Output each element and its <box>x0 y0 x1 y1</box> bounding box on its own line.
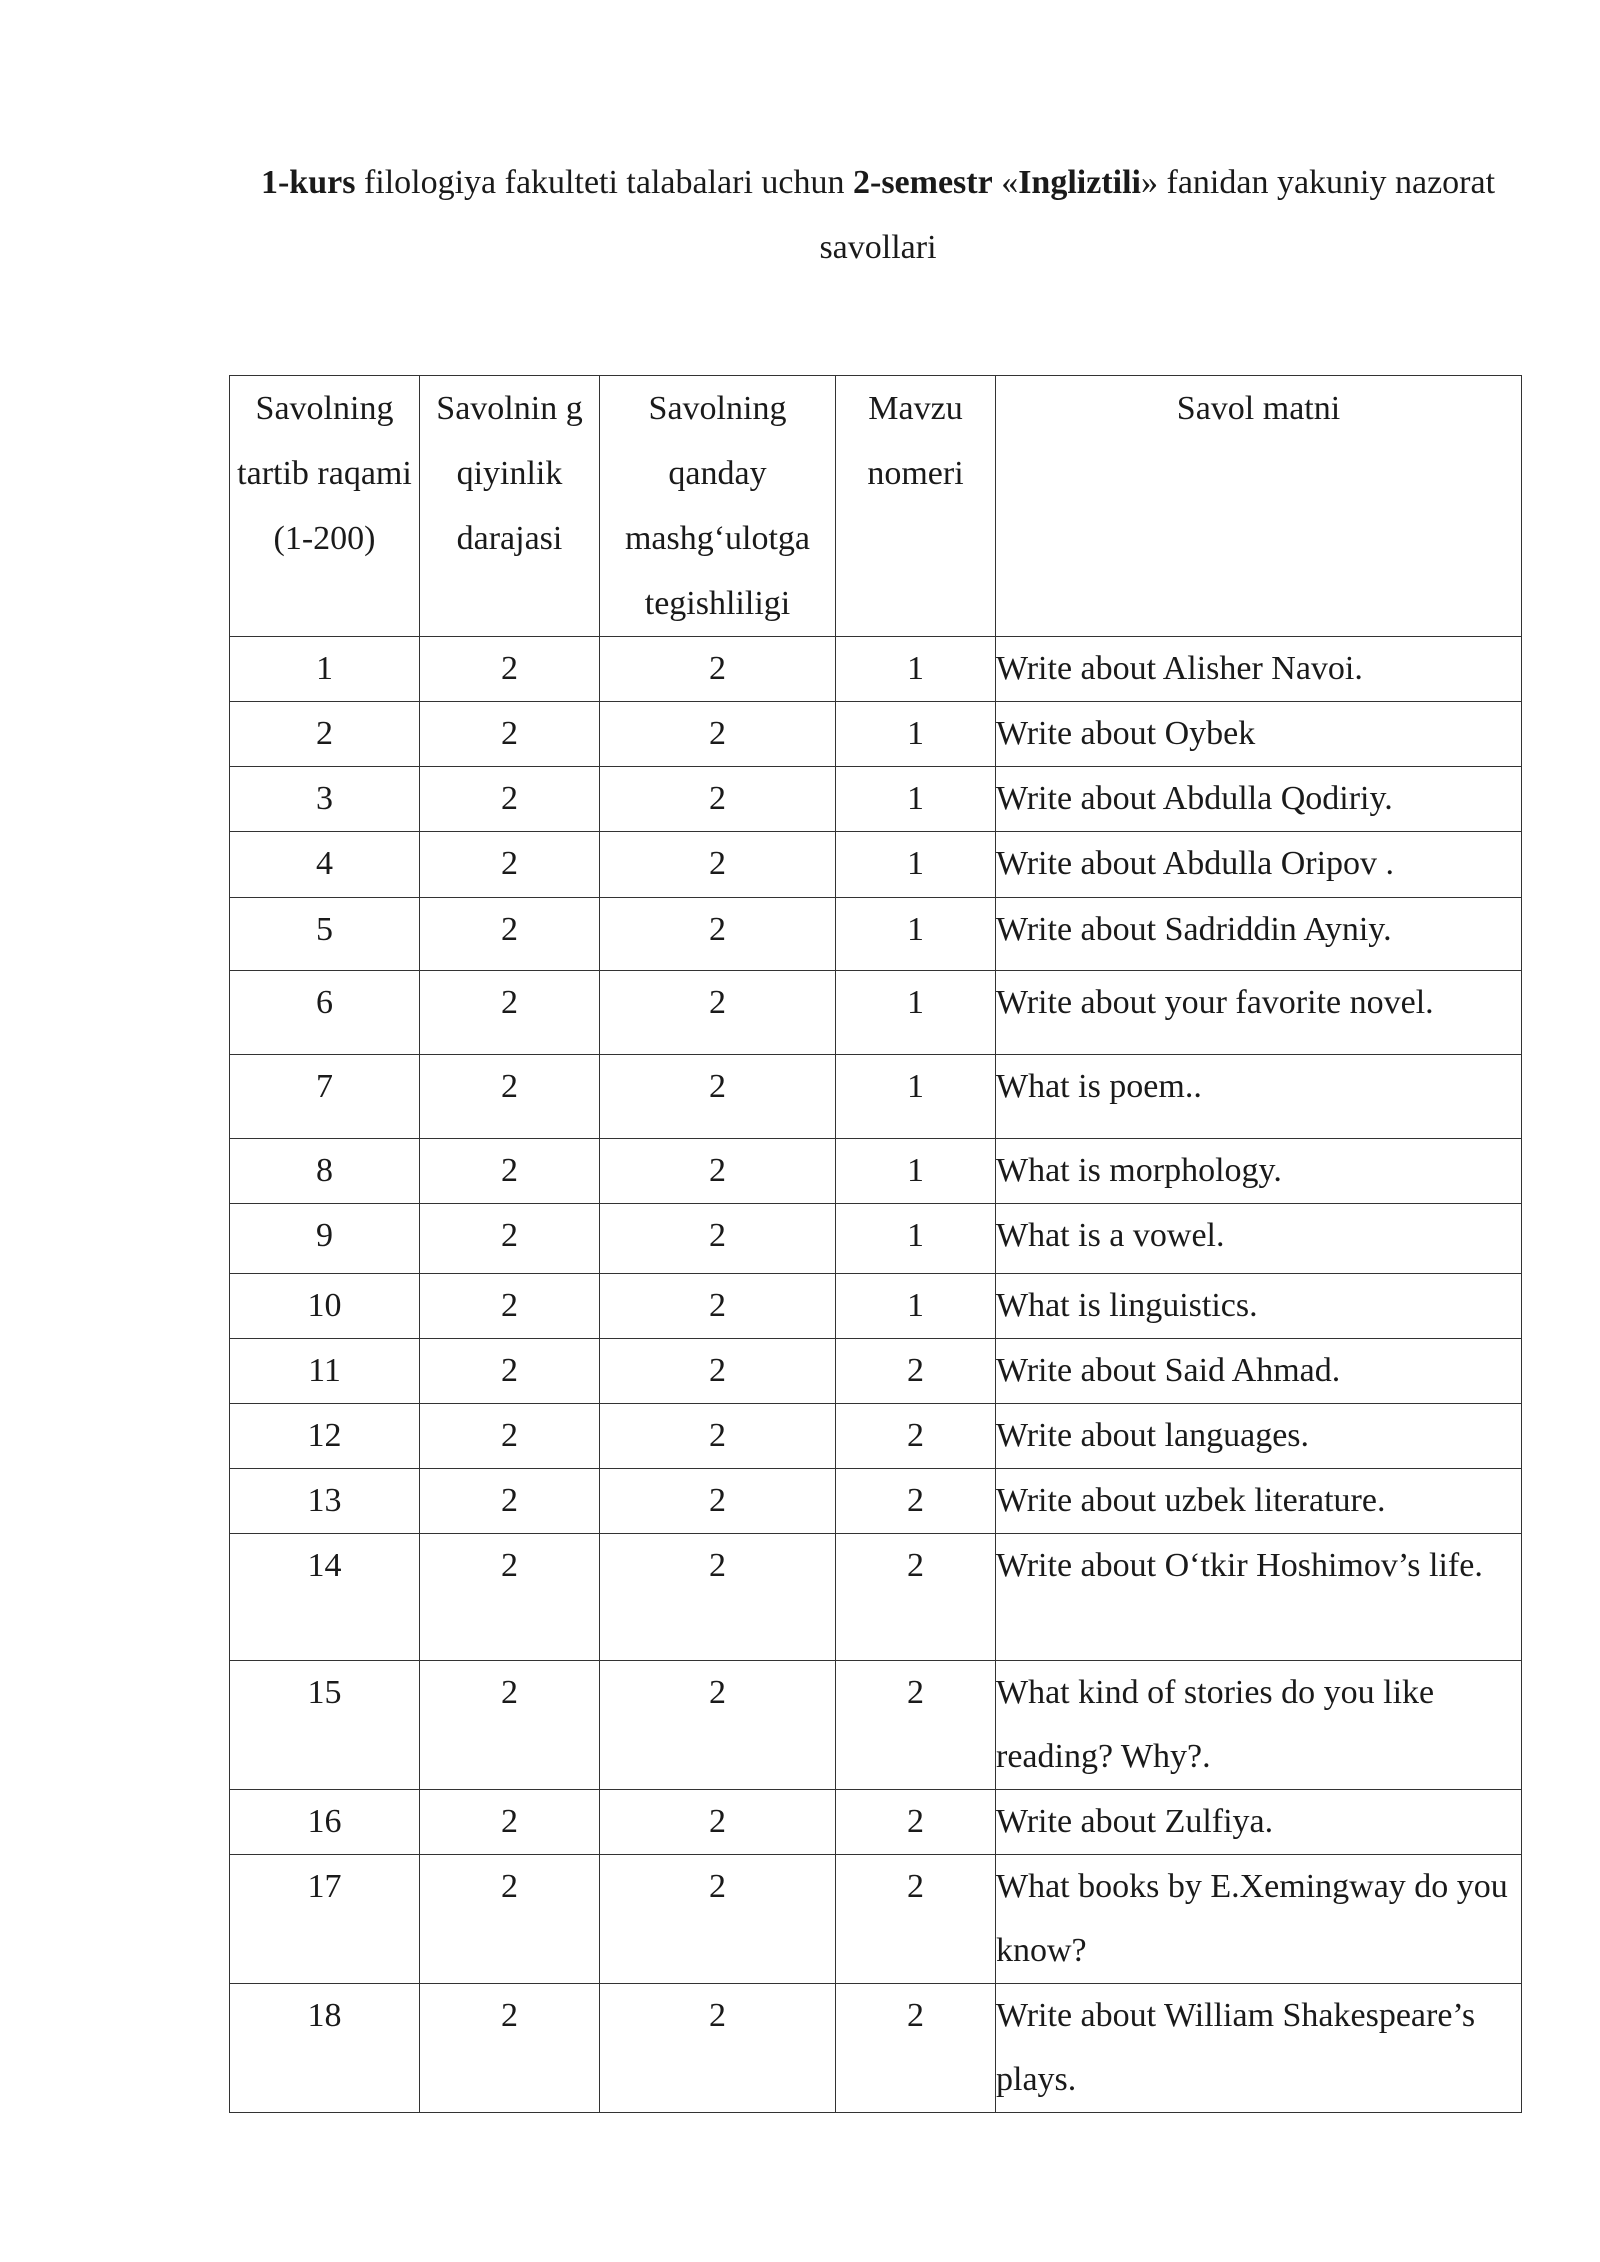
cell-number <box>230 898 420 971</box>
questions-table <box>229 375 1522 2113</box>
table-row <box>230 1855 1522 1984</box>
cell-lesson-type <box>600 1984 836 2113</box>
cell-difficulty-text: 2 <box>501 1547 518 1584</box>
table-header-row <box>230 376 1522 637</box>
cell-question-text-text: What is linguistics. <box>996 1287 1258 1324</box>
cell-number <box>230 1339 420 1404</box>
cell-topic-number <box>836 1204 996 1274</box>
cell-number <box>230 1984 420 2113</box>
cell-question-text <box>996 1204 1522 1274</box>
cell-lesson-type <box>600 1790 836 1855</box>
title-course: 1-kurs <box>260 164 356 201</box>
cell-topic-number-text: 1 <box>907 650 924 687</box>
cell-lesson-type-text: 2 <box>709 1482 726 1519</box>
cell-number <box>230 1469 420 1534</box>
cell-lesson-type-text: 2 <box>709 845 726 882</box>
cell-question-text <box>996 898 1522 971</box>
title-subject: Ingliztili <box>1018 164 1141 201</box>
cell-lesson-type-text: 2 <box>709 1803 726 1840</box>
cell-question-text <box>996 1404 1522 1469</box>
table-row <box>230 1469 1522 1534</box>
cell-number-text: 2 <box>316 715 333 752</box>
cell-topic-number-text: 1 <box>907 911 924 948</box>
cell-lesson-type-text: 2 <box>709 1152 726 1189</box>
cell-lesson-type-text: 2 <box>709 911 726 948</box>
cell-number <box>230 971 420 1055</box>
cell-question-text <box>996 1469 1522 1534</box>
cell-difficulty <box>420 1404 600 1469</box>
cell-number-text: 13 <box>307 1482 342 1519</box>
table-row <box>230 767 1522 832</box>
cell-number <box>230 1274 420 1339</box>
cell-number-text: 11 <box>308 1352 341 1389</box>
table-row <box>230 1404 1522 1469</box>
cell-lesson-type <box>600 971 836 1055</box>
cell-question-text <box>996 971 1522 1055</box>
cell-difficulty-text: 2 <box>501 1868 518 1905</box>
cell-difficulty <box>420 767 600 832</box>
cell-difficulty-text: 2 <box>501 1997 518 2034</box>
table-row <box>230 702 1522 767</box>
cell-number-text: 10 <box>307 1287 342 1324</box>
header-question-text: Savol matni <box>996 376 1522 637</box>
cell-number <box>230 1534 420 1661</box>
cell-lesson-type <box>600 637 836 702</box>
cell-topic-number <box>836 1339 996 1404</box>
cell-topic-number <box>836 1855 996 1984</box>
cell-difficulty-text: 2 <box>501 911 518 948</box>
table-row <box>230 1274 1522 1339</box>
cell-difficulty <box>420 832 600 898</box>
cell-difficulty-text: 2 <box>501 715 518 752</box>
cell-question-text-text: Write about O‘tkir Hoshimov’s life. <box>996 1547 1483 1584</box>
table-row <box>230 832 1522 898</box>
cell-lesson-type-text: 2 <box>709 1547 726 1584</box>
cell-topic-number-text: 1 <box>907 715 924 752</box>
cell-question-text <box>996 1274 1522 1339</box>
cell-number-text: 9 <box>316 1217 333 1254</box>
cell-topic-number <box>836 1274 996 1339</box>
cell-lesson-type <box>600 1139 836 1204</box>
cell-question-text-text: Write about Alisher Navoi. <box>996 650 1363 687</box>
cell-difficulty <box>420 1055 600 1139</box>
cell-lesson-type <box>600 898 836 971</box>
cell-difficulty <box>420 1139 600 1204</box>
cell-number <box>230 1055 420 1139</box>
cell-lesson-type-text: 2 <box>709 1287 726 1324</box>
cell-question-text-text: Write about Abdulla Qodiriy. <box>996 780 1393 817</box>
table-row <box>230 637 1522 702</box>
cell-number-text: 8 <box>316 1152 333 1189</box>
table-row <box>230 1661 1522 1790</box>
cell-question-text-text: What is a vowel. <box>996 1217 1225 1254</box>
table-row <box>230 1339 1522 1404</box>
cell-difficulty-text: 2 <box>501 845 518 882</box>
table-row <box>230 1790 1522 1855</box>
cell-topic-number <box>836 1055 996 1139</box>
cell-lesson-type-text: 2 <box>709 780 726 817</box>
cell-lesson-type <box>600 702 836 767</box>
cell-lesson-type-text: 2 <box>709 1868 726 1905</box>
cell-topic-number-text: 2 <box>907 1547 924 1584</box>
cell-difficulty-text: 2 <box>501 650 518 687</box>
cell-difficulty <box>420 898 600 971</box>
cell-number <box>230 1139 420 1204</box>
cell-difficulty-text: 2 <box>501 1803 518 1840</box>
cell-question-text <box>996 767 1522 832</box>
cell-number <box>230 1661 420 1790</box>
cell-number-text: 6 <box>316 984 333 1021</box>
cell-question-text <box>996 1984 1522 2113</box>
cell-topic-number <box>836 1139 996 1204</box>
cell-topic-number-text: 2 <box>907 1997 924 2034</box>
cell-question-text <box>996 1855 1522 1984</box>
cell-number-text: 16 <box>307 1803 342 1840</box>
cell-question-text <box>996 832 1522 898</box>
cell-lesson-type <box>600 1055 836 1139</box>
title-quote-open: « <box>992 164 1019 201</box>
cell-topic-number <box>836 767 996 832</box>
cell-difficulty <box>420 637 600 702</box>
cell-lesson-type-text: 2 <box>709 1217 726 1254</box>
cell-number-text: 7 <box>316 1068 333 1105</box>
cell-difficulty <box>420 1274 600 1339</box>
cell-topic-number-text: 1 <box>907 780 924 817</box>
cell-lesson-type <box>600 1339 836 1404</box>
cell-difficulty <box>420 971 600 1055</box>
cell-number <box>230 1204 420 1274</box>
cell-question-text-text: Write about Abdulla Oripov . <box>996 845 1395 882</box>
cell-topic-number <box>836 1404 996 1469</box>
cell-topic-number <box>836 1661 996 1790</box>
cell-difficulty-text: 2 <box>501 1068 518 1105</box>
cell-lesson-type-text: 2 <box>709 715 726 752</box>
cell-number <box>230 767 420 832</box>
table-row <box>230 1139 1522 1204</box>
cell-number-text: 3 <box>316 780 333 817</box>
cell-number <box>230 832 420 898</box>
cell-topic-number-text: 2 <box>907 1417 924 1454</box>
cell-lesson-type <box>600 1404 836 1469</box>
cell-lesson-type <box>600 1204 836 1274</box>
cell-question-text-text: Write about William Shakespeare’s plays. <box>996 1997 1476 2098</box>
cell-number-text: 1 <box>316 650 333 687</box>
cell-topic-number <box>836 1469 996 1534</box>
cell-topic-number-text: 2 <box>907 1868 924 1905</box>
cell-topic-number <box>836 898 996 971</box>
cell-topic-number-text: 1 <box>907 1287 924 1324</box>
cell-question-text-text: What is morphology. <box>996 1152 1282 1189</box>
cell-difficulty-text: 2 <box>501 1417 518 1454</box>
cell-topic-number <box>836 1790 996 1855</box>
cell-question-text <box>996 702 1522 767</box>
table-row <box>230 1204 1522 1274</box>
cell-topic-number-text: 2 <box>907 1674 924 1711</box>
cell-number <box>230 1790 420 1855</box>
header-topic-number: Mavzu nomeri <box>836 376 996 637</box>
cell-topic-number-text: 2 <box>907 1352 924 1389</box>
cell-difficulty <box>420 1855 600 1984</box>
title-rest: » fanidan yakuniy nazorat savollari <box>819 164 1496 266</box>
table-row <box>230 1534 1522 1661</box>
cell-question-text <box>996 1055 1522 1139</box>
cell-question-text-text: Write about uzbek literature. <box>996 1482 1386 1519</box>
cell-lesson-type <box>600 1469 836 1534</box>
cell-difficulty <box>420 1790 600 1855</box>
cell-topic-number-text: 1 <box>907 1152 924 1189</box>
cell-question-text-text: Write about languages. <box>996 1417 1310 1454</box>
cell-lesson-type <box>600 832 836 898</box>
cell-lesson-type-text: 2 <box>709 1997 726 2034</box>
cell-topic-number <box>836 1534 996 1661</box>
cell-lesson-type-text: 2 <box>709 1068 726 1105</box>
cell-number-text: 14 <box>307 1547 342 1584</box>
cell-topic-number <box>836 832 996 898</box>
cell-lesson-type <box>600 767 836 832</box>
cell-question-text <box>996 1790 1522 1855</box>
cell-difficulty <box>420 1661 600 1790</box>
cell-topic-number-text: 2 <box>907 1803 924 1840</box>
cell-number <box>230 1855 420 1984</box>
document-title <box>228 150 1528 280</box>
cell-lesson-type <box>600 1534 836 1661</box>
cell-question-text <box>996 1661 1522 1790</box>
cell-topic-number-text: 2 <box>907 1482 924 1519</box>
cell-topic-number <box>836 971 996 1055</box>
cell-question-text-text: Write about Oybek <box>996 715 1256 752</box>
cell-lesson-type <box>600 1274 836 1339</box>
cell-topic-number <box>836 637 996 702</box>
cell-question-text <box>996 1534 1522 1661</box>
cell-difficulty-text: 2 <box>501 1674 518 1711</box>
cell-topic-number-text: 1 <box>907 1217 924 1254</box>
cell-difficulty <box>420 702 600 767</box>
cell-number-text: 15 <box>307 1674 342 1711</box>
cell-lesson-type-text: 2 <box>709 1417 726 1454</box>
cell-question-text <box>996 1339 1522 1404</box>
cell-question-text-text: Write about Sadriddin Ayniy. <box>996 911 1392 948</box>
cell-question-text-text: What kind of stories do you like reading? Why?. <box>996 1674 1435 1775</box>
table-row <box>230 1055 1522 1139</box>
cell-question-text-text: Write about your favorite novel. <box>996 984 1434 1021</box>
cell-difficulty-text: 2 <box>501 1287 518 1324</box>
title-semester: 2-semestr <box>853 164 993 201</box>
cell-number-text: 5 <box>316 911 333 948</box>
cell-difficulty <box>420 1534 600 1661</box>
cell-topic-number <box>836 1984 996 2113</box>
cell-question-text-text: Write about Said Ahmad. <box>996 1352 1341 1389</box>
cell-difficulty-text: 2 <box>501 984 518 1021</box>
cell-number <box>230 637 420 702</box>
cell-difficulty <box>420 1204 600 1274</box>
cell-lesson-type-text: 2 <box>709 650 726 687</box>
cell-question-text-text: Write about Zulfiya. <box>996 1803 1274 1840</box>
cell-difficulty-text: 2 <box>501 1482 518 1519</box>
cell-topic-number-text: 1 <box>907 984 924 1021</box>
cell-topic-number-text: 1 <box>907 1068 924 1105</box>
header-difficulty: Savolnin g qiyinlik darajasi <box>420 376 600 637</box>
cell-question-text-text: What is poem.. <box>996 1068 1202 1105</box>
cell-number-text: 17 <box>307 1868 342 1905</box>
title-faculty: filologiya fakulteti talabalari uchun <box>355 164 853 201</box>
cell-lesson-type-text: 2 <box>709 1674 726 1711</box>
cell-difficulty <box>420 1339 600 1404</box>
cell-question-text <box>996 637 1522 702</box>
cell-difficulty <box>420 1984 600 2113</box>
table-row <box>230 971 1522 1055</box>
cell-difficulty-text: 2 <box>501 1217 518 1254</box>
cell-topic-number-text: 1 <box>907 845 924 882</box>
cell-difficulty-text: 2 <box>501 1152 518 1189</box>
cell-number <box>230 702 420 767</box>
cell-lesson-type <box>600 1661 836 1790</box>
cell-difficulty-text: 2 <box>501 1352 518 1389</box>
cell-difficulty-text: 2 <box>501 780 518 817</box>
cell-lesson-type <box>600 1855 836 1984</box>
cell-number <box>230 1404 420 1469</box>
cell-lesson-type-text: 2 <box>709 1352 726 1389</box>
table-row <box>230 898 1522 971</box>
cell-number-text: 4 <box>316 845 333 882</box>
header-lesson-type: Savolning qanday mashg‘ulotga tegishliligi <box>600 376 836 637</box>
cell-question-text-text: What books by E.Xemingway do you know? <box>996 1868 1508 1969</box>
cell-number-text: 18 <box>307 1997 342 2034</box>
cell-topic-number <box>836 702 996 767</box>
cell-number-text: 12 <box>307 1417 342 1454</box>
cell-lesson-type-text: 2 <box>709 984 726 1021</box>
cell-question-text <box>996 1139 1522 1204</box>
table-row <box>230 1984 1522 2113</box>
cell-difficulty <box>420 1469 600 1534</box>
header-number: Savolning tartib raqami (1-200) <box>230 376 420 637</box>
